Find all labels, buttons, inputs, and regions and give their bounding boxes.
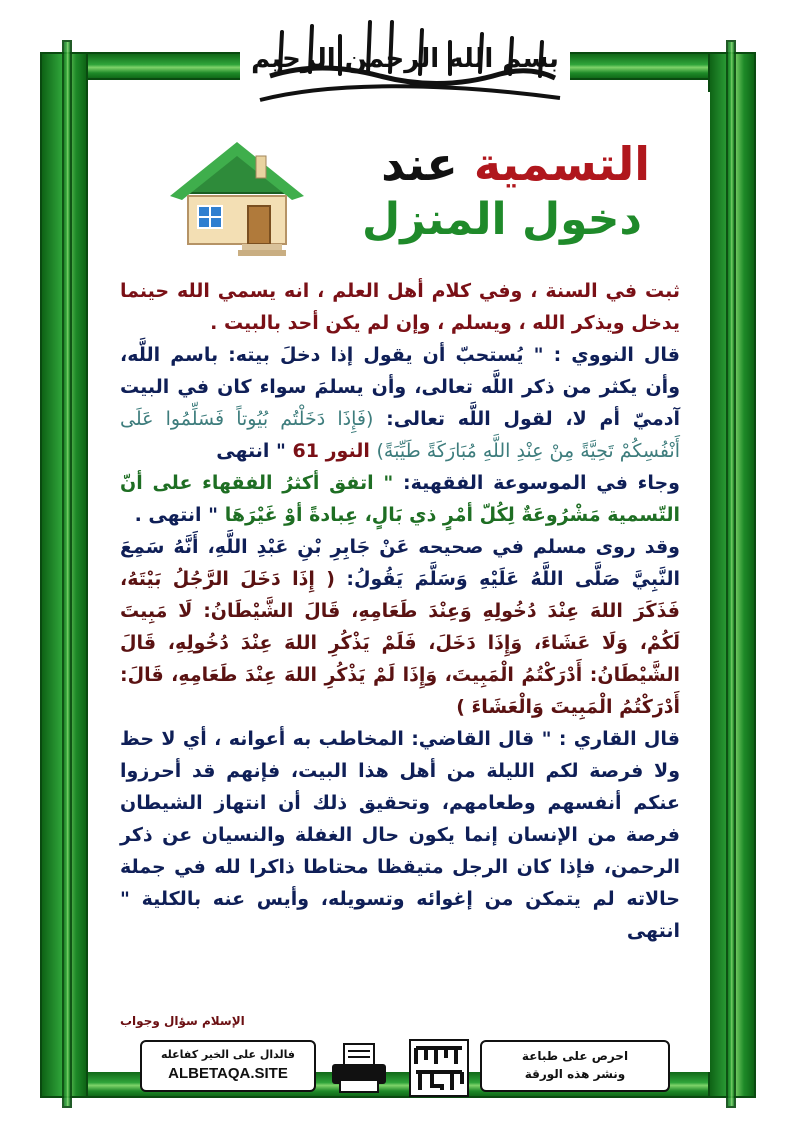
footer-motto: فالدال على الخير كفاعله bbox=[160, 1048, 296, 1061]
footer-website-box bbox=[140, 1040, 316, 1092]
frame-left-rail bbox=[62, 40, 72, 1108]
footer-website[interactable]: ALBETAQA.SITE bbox=[168, 1065, 288, 1082]
page-subtitle: دخول المنزل bbox=[362, 194, 642, 245]
basmala-calligraphy bbox=[240, 12, 570, 112]
article-body bbox=[120, 275, 680, 947]
mawsuah-end: " انتهى . bbox=[134, 504, 219, 526]
title-part1: التسمية bbox=[473, 137, 650, 191]
intro-paragraph bbox=[120, 275, 680, 339]
footer-print-line1: احرص على طباعة bbox=[521, 1049, 629, 1063]
muslim-lead: وقد روى مسلم في صحيحه عَنْ جَابِرِ بْنِ عَبْدِ اللَّهِ، أَنَّهُ سَمِعَ النَّبِيَّ صَلَّى اللَّهُ عَلَيْهِ وَسَلَّمَ يَقُولُ: bbox=[120, 536, 681, 590]
hadith-text: ( إِذَا دَخَلَ الرَّجُلُ بَيْتَهُ، فَذَكَرَ اللهَ عِنْدَ دُخُولِهِ وَعِنْدَ طَعَامِهِ، قَالَ الشَّيْطَانُ: لَا مَبِيتَ لَكُمْ، وَلَا عَشَاءَ، وَإِذَا دَخَلَ، فَلَمْ يَذْكُرِ اللهَ عِنْدَ دُخُولِهِ، قَالَ الشَّيْطَانُ: أَدْرَكْتُمُ الْمَبِيتَ، وَإِذَا لَمْ يَذْكُرِ اللهَ عِنْدَ طَعَامِهِ، قَالَ: أَدْرَكْتُمُ الْمَبِيتَ وَالْعَشَاءَ ) bbox=[120, 568, 680, 718]
intro-line2: يدخل ويذكر الله ، ويسلم ، وإن لم يكن أحد بالبيت . bbox=[210, 312, 680, 334]
footer-print-box bbox=[480, 1040, 670, 1092]
quran-verse: (فَإِذَا دَخَلْتُم بُيُوتاً فَسَلِّمُوا عَلَى أَنْفُسِكُمْ تَحِيَّةً مِنْ عِنْدِ اللَّهِ مُبَارَكَةً طَيِّبَةً) bbox=[120, 408, 680, 462]
frame-right-rail bbox=[726, 40, 736, 1108]
footer bbox=[140, 1040, 670, 1100]
nawawi-paragraph bbox=[120, 339, 680, 467]
quran-reference: النور 61 bbox=[292, 440, 370, 462]
nawawi-line2: يكثر من ذكر اللَّه تعالى، وأن يسلمَ سواء كان في البيت آدميّ أم bbox=[120, 376, 680, 430]
nawawi-line1: قال النووي : " يُستحبّ أن يقول إذا دخلَ بيته: باسم اللَّه، وأن bbox=[120, 344, 681, 398]
basmala-text: بسم الله الرحمن الرحيم bbox=[251, 44, 559, 74]
printer-icon bbox=[326, 1040, 392, 1096]
mawsuah-paragraph bbox=[120, 467, 680, 531]
house-icon bbox=[162, 138, 312, 258]
title-part2: عند bbox=[381, 137, 458, 191]
intro-line1: ثبت في السنة ، وفي كلام أهل العلم ، انه يسمي الله حينما bbox=[120, 280, 680, 302]
muslim-paragraph bbox=[120, 531, 680, 723]
mawsuah-quote: " اتفق أكثرُ الفقهاء على أنّ التّسمية مَشْرُوعَةٌ لِكُلّ أمْرٍ ذي بَالٍ، عِبادةً أوْ غَيْرَهَا bbox=[120, 472, 680, 526]
source-credit: الإسلام سؤال وجواب bbox=[120, 1014, 245, 1028]
nawawi-line3: لا، لقول اللَّه تعالى: bbox=[386, 408, 587, 430]
page-title bbox=[381, 136, 650, 192]
qari-paragraph: قال القاري : " قال القاضي: المخاطب به أعوانه ، أي لا حظ ولا فرصة لكم الليلة من أهل هذا البيت، فإنهم قد أحرزوا عنكم أنفسهم وطعامهم، وتحقيق ذلك أن انتهاز الشيطان فرصة من الإنسان إنما يكون حال الغفلة والنسيان عن ذكر الرحمن، فإذا كان الرجل متيقظا محتاطا ذاكرا لله في جملة حالاته لم يتمكن من إغوائه وتسويله، وأيس عنه بالكلية " انتهى bbox=[120, 728, 680, 942]
logo-icon bbox=[408, 1038, 470, 1098]
mawsuah-lead: وجاء في الموسوعة الفقهية: bbox=[402, 472, 680, 494]
footer-print-line2: ونشر هذه الورقة bbox=[524, 1067, 626, 1081]
nawawi-end: " انتهى bbox=[216, 440, 286, 462]
